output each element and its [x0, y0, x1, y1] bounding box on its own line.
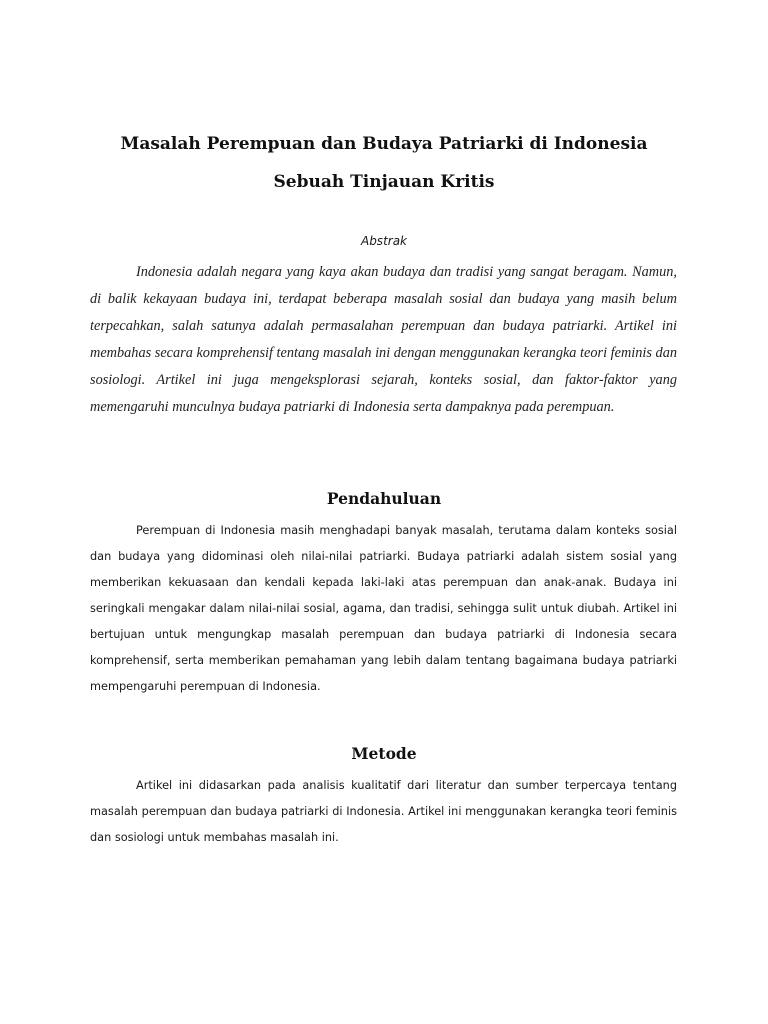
section-heading-metode: Metode: [351, 744, 417, 763]
section-heading-pendahuluan: Pendahuluan: [326, 489, 442, 508]
document-title: Masalah Perempuan dan Budaya Patriarki di Indonesia: [120, 134, 648, 154]
section-text-metode: Artikel ini didasarkan pada analisis kualitatif dari literatur dan sumber terpercaya tentang masalah perempuan dan budaya patriarki di Indonesia. Artikel ini menggunakan kerangka teori feminis dan sosiologi untuk membahas masalah ini.: [90, 779, 677, 844]
document-subtitle: Sebuah Tinjauan Kritis: [273, 172, 495, 192]
section-text-pendahuluan: Perempuan di Indonesia masih menghadapi banyak masalah, terutama dalam konteks sosial dan budaya yang didominasi oleh nilai-nilai patriarki. Budaya patriarki adalah sistem sosial yang memberikan kekuasaan dan kendali kepada laki-laki atas perempuan dan anak-anak. Budaya ini seringkali mengakar dalam nilai-nilai sosial, agama, dan tradisi, sehingga sulit untuk diubah. Artikel ini bertujuan untuk mengungkap masalah perempuan dan budaya patriarki di Indonesia secara komprehensif, serta memberikan pemahaman yang lebih dalam tentang bagaimana budaya patriarki mempengaruhi perempuan di Indonesia.: [90, 524, 677, 693]
abstract-text: Indonesia adalah negara yang kaya akan budaya dan tradisi yang sangat beragam. Namun, di balik kekayaan budaya ini, terdapat beberapa masalah sosial dan budaya yang masih belum terpecahkan, salah satunya adalah permasalahan perempuan dan budaya patriarki. Artikel ini membahas secara komprehensif tentang masalah ini dengan menggunakan kerangka teori feminis dan sosiologi. Artikel ini juga mengeksplorasi sejarah, konteks sosial, dan faktor-faktor yang memengaruhi munculnya budaya patriarki di Indonesia serta dampaknya pada perempuan.: [90, 264, 677, 415]
abstract-heading: Abstrak: [360, 234, 408, 248]
